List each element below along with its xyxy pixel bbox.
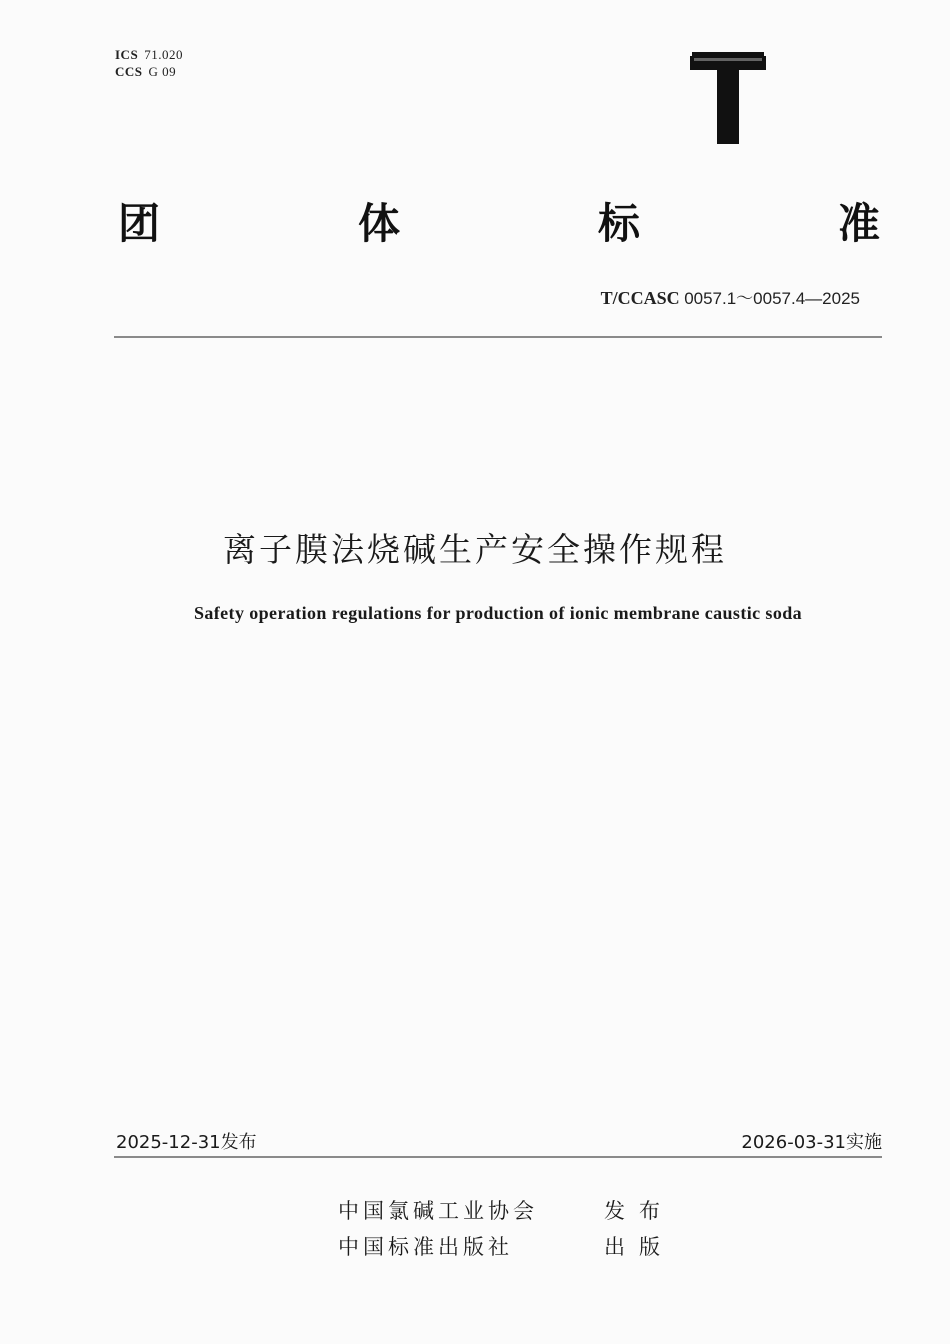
publisher-org: 中国标准出版社: [338, 1235, 513, 1259]
publisher-role: 出版: [604, 1235, 674, 1259]
standard-type-char-4: 准: [837, 199, 880, 248]
standard-type-char-2: 体: [357, 199, 400, 248]
publisher-row: [338, 1195, 678, 1225]
ics-value: 71.020: [144, 47, 183, 62]
ics-label: ICS: [115, 47, 139, 62]
standard-number-prefix: T/CCASC: [600, 288, 680, 308]
issue-date: 2025-12-31发布: [116, 1132, 257, 1153]
standard-type-char-3: 标: [597, 199, 640, 248]
publisher-row: [338, 1231, 678, 1261]
classification-codes: [115, 46, 183, 80]
ics-code: [115, 46, 183, 63]
implementation-date: 2026-03-31实施: [741, 1132, 882, 1153]
ccs-code: [115, 63, 183, 80]
publisher-org: 中国氯碱工业协会: [338, 1199, 538, 1223]
standard-number: [601, 284, 860, 309]
standard-t-logo: [690, 52, 766, 146]
standard-type-heading: [118, 196, 880, 252]
english-title: Safety operation regulations for production of ionic membrane caustic soda: [193, 603, 803, 623]
standard-number-value: 0057.1～0057.4—2025: [684, 289, 860, 308]
ccs-value: G 09: [148, 64, 177, 79]
top-divider: [114, 336, 882, 338]
ccs-label: CCS: [115, 64, 143, 79]
bottom-divider: [114, 1156, 882, 1158]
publisher-role: 发布: [604, 1199, 674, 1223]
standard-type-char-1: 团: [118, 199, 161, 248]
chinese-title: 离子膜法烧碱生产安全操作规程: [223, 530, 727, 569]
